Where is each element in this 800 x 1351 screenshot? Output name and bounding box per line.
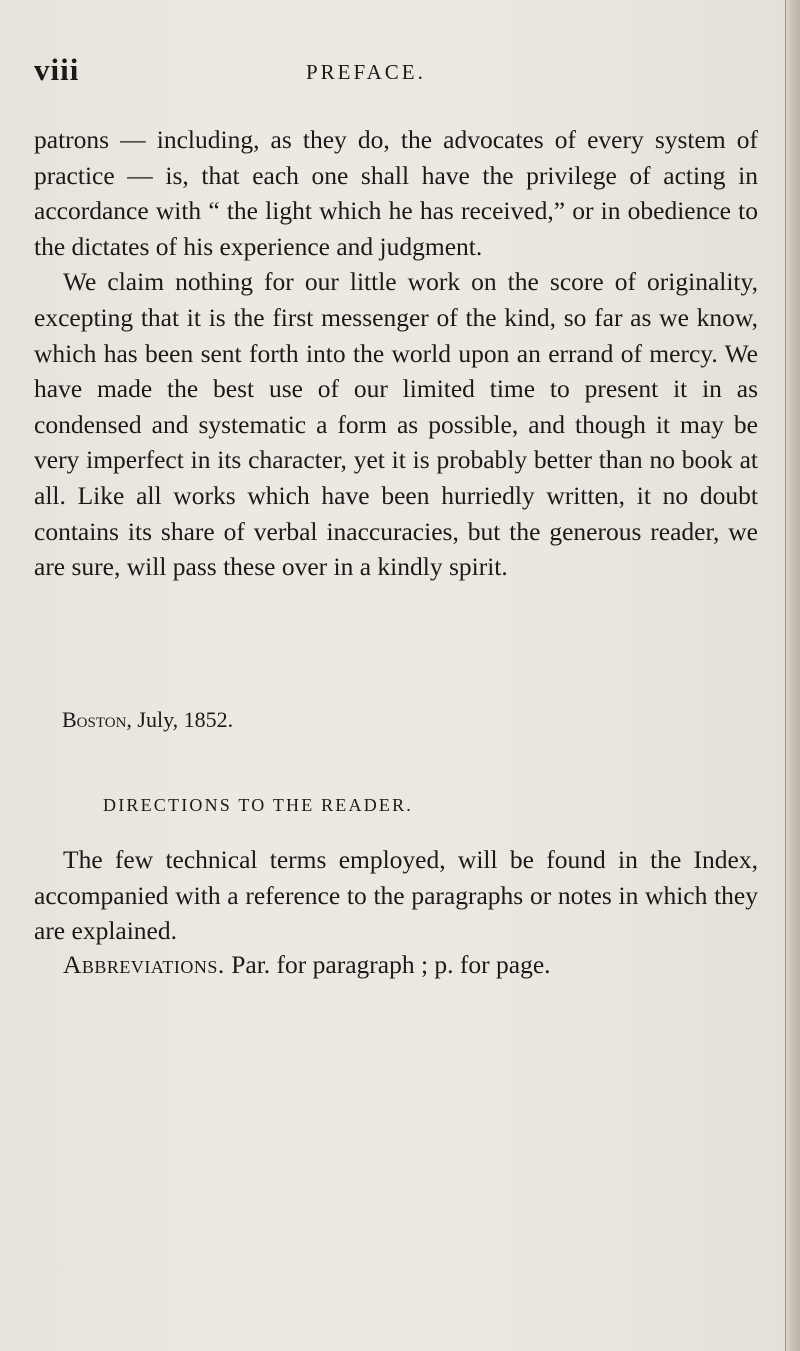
page-edge [785, 0, 800, 1351]
abbreviations-label: Abbreviations. [63, 950, 225, 979]
preface-paragraph-2: We claim nothing for our little work on the score of originality, excepting that it is the first messenger of the kind, so far as we know, which has been sent forth into the world upon an errand of mercy. We have made the best use of our limited time to present it in as condensed and systematic a form as possible, and though it may be very imperfect in its character, yet it is probably better than no book at all. Like all works which have been hurriedly written, it no doubt contains its share of verbal inaccuracies, but the generous reader, we are sure, will pass these over in a kindly spirit. [34, 267, 758, 582]
page-number: viii [34, 52, 80, 87]
preface-text [34, 122, 758, 585]
dateline-date: July, 1852. [137, 707, 234, 732]
abbreviations-text: Par. for paragraph ; p. for page. [231, 950, 551, 979]
directions-text [34, 842, 758, 949]
running-head: PREFACE. [306, 60, 426, 84]
preface-paragraph-1: patrons — including, as they do, the advocates of every system of practice — is, that each one shall have the privilege of acting in accordance with “ the light which he has received,” or in obedience to the dictates of his experience and judgment. [34, 125, 758, 261]
page-header [34, 52, 754, 92]
abbreviations-line [63, 950, 551, 980]
directions-paragraph: The few technical terms employed, will be found in the Index, accompanied with a reference to the paragraphs or notes in which they are explained. [34, 845, 758, 946]
dateline [62, 707, 233, 733]
dateline-place: Boston, [62, 707, 132, 732]
section-title: DIRECTIONS TO THE READER. [103, 795, 414, 815]
